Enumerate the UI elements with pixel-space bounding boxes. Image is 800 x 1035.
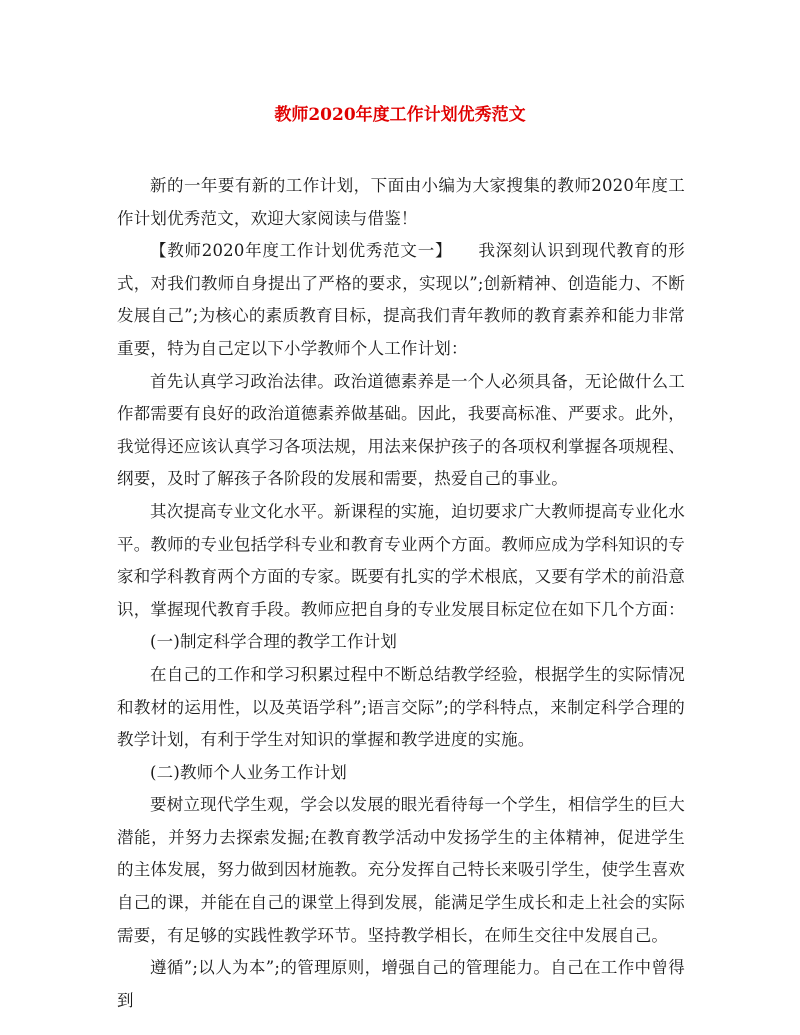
document-title: 教师2020年度工作计划优秀范文 [274,105,526,125]
management-paragraph: 遵循”;以人为本”;的管理原则，增强自己的管理能力。自己在工作中曾得到 [117,958,685,1010]
section-one-paragraph: 【教师2020年度工作计划优秀范文一】 我深刻认识到现代教育的形式，对我们教师自身提出了严格的要求，实现以”;创新精神、创造能力、不断发展自己”;为核心的素质教育目标，提高我们青年教师的教育素养和能力非常重要，特为自己定以下小学教师个人工作计划： [117,241,685,358]
student-view-paragraph: 要树立现代学生观，学会以发展的眼光看待每一个学生，相信学生的巨大潜能，并努力去探索发掘;在教育教学活动中发扬学生的主体精神，促进学生的主体发展，努力做到因材施教。充分发挥自己特长来吸引学生，使学生喜欢自己的课，并能在自己的课堂上得到发展，能满足学生成长和走上社会的实际需要，有足够的实践性教学环节。坚持教学相长，在师生交往中发展自己。 [117,795,685,945]
subheading-teaching-plan: (一)制定科学合理的教学工作计划 [150,632,398,652]
subheading-personal-plan: (二)教师个人业务工作计划 [150,762,347,782]
intro-paragraph: 新的一年要有新的工作计划，下面由小编为大家搜集的教师2020年度工作计划优秀范文，欢迎大家阅读与借鉴！ [117,176,685,228]
teaching-plan-paragraph: 在自己的工作和学习积累过程中不断总结教学经验，根据学生的实际情况和教材的运用性，以及英语学科”;语言交际”;的学科特点，来制定科学合理的教学计划，有利于学生对知识的掌握和教学进度的实施。 [117,664,685,750]
politics-paragraph: 首先认真学习政治法律。政治道德素养是一个人必须具备，无论做什么工作都需要有良好的政治道德素养做基础。因此，我要高标准、严要求。此外，我觉得还应该认真学习各项法规，用法来保护孩子的各项权利掌握各项规程、纲要，及时了解孩子各阶段的发展和需要，热爱自己的事业。 [117,371,685,489]
professional-level-paragraph: 其次提高专业文化水平。新课程的实施，迫切要求广大教师提高专业化水平。教师的专业包括学科专业和教育专业两个方面。教师应成为学科知识的专家和学科教育两个方面的专家。既要有扎实的学术根底，又要有学术的前沿意识，掌握现代教育手段。教师应把自身的专业发展目标定位在如下几个方面： [117,501,685,619]
document-body [117,170,685,1017]
